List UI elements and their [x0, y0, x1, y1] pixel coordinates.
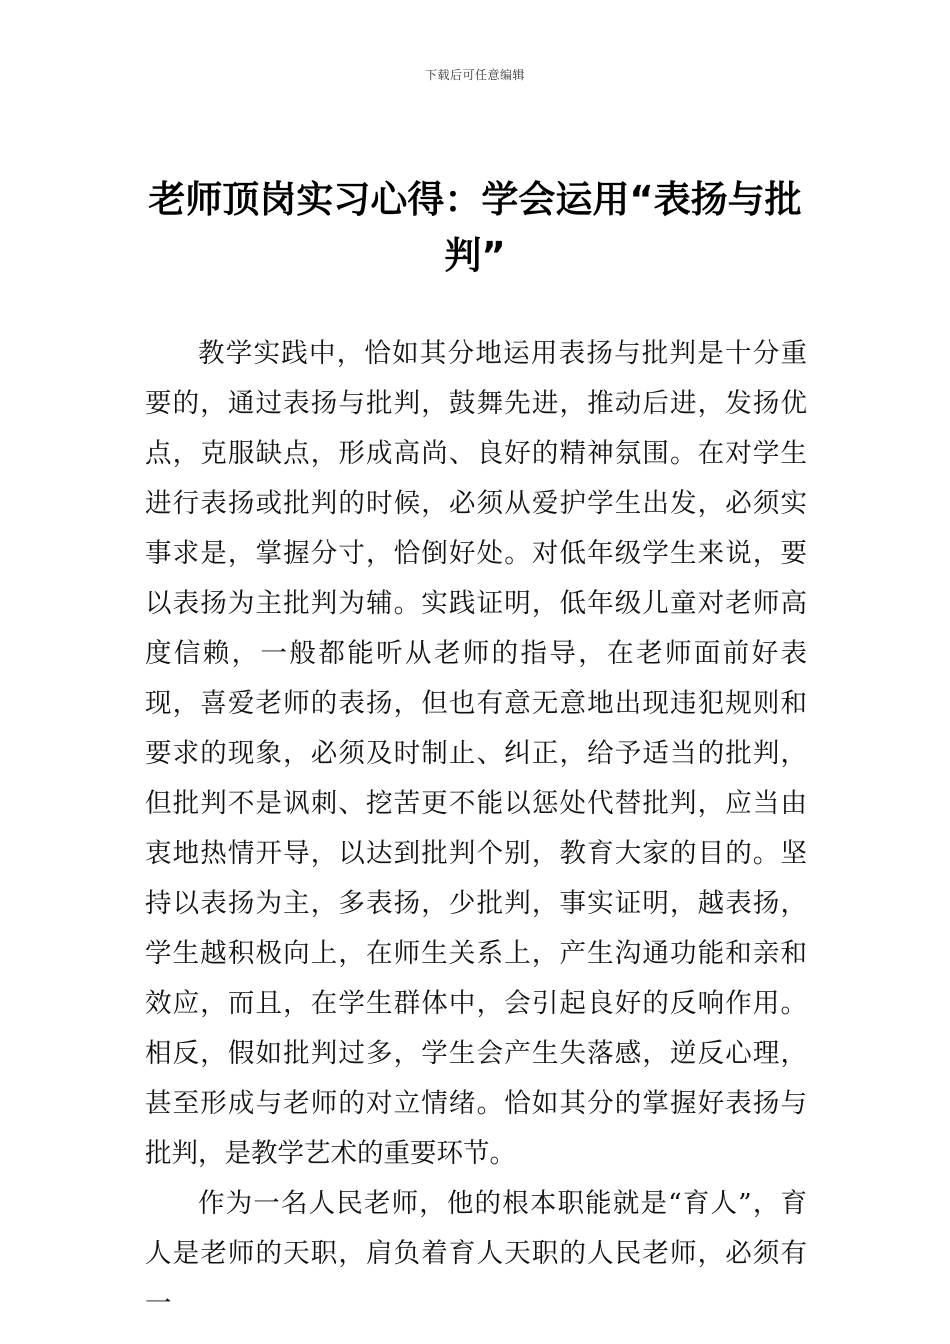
header-note: 下载后可任意编辑 [424, 68, 525, 82]
paragraph: 作为一名人民老师，他的根本职能就是“育人”，育人是老师的天职，肩负着育人天职的人民老师，必须有一 [145, 1188, 807, 1319]
document-body [145, 329, 807, 1329]
document-title: 老师顶岗实习心得：学会运用“表扬与批判” [148, 178, 802, 277]
paragraph: 教学实践中，恰如其分地运用表扬与批判是十分重要的，通过表扬与批判，鼓舞先进，推动后进，发扬优点，克服缺点，形成高尚、良好的精神氛围。在对学生进行表扬或批判的时候，必须从爱护学生出发，必须实事求是，掌握分寸，恰倒好处。对低年级学生来说，要以表扬为主批判为辅。实践证明，低年级儿童对老师高度信赖，一般都能听从老师的指导，在老师面前好表现，喜爱老师的表扬，但也有意无意地出现违犯规则和要求的现象，必须及时制止、纠正，给予适当的批判，但批判不是讽刺、挖苦更不能以惩处代替批判，应当由衷地热情开导，以达到批判个别，教育大家的目的。坚持以表扬为主，多表扬，少批判，事实证明，越表扬，学生越积极向上，在师生关系上，产生沟通功能和亲和效应，而且，在学生群体中，会引起良好的反响作用。相反，假如批判过多，学生会产生失落感，逆反心理，甚至形成与老师的对立情绪。恰如其分的掌握好表扬与批判，是教学艺术的重要环节。 [145, 338, 807, 1169]
